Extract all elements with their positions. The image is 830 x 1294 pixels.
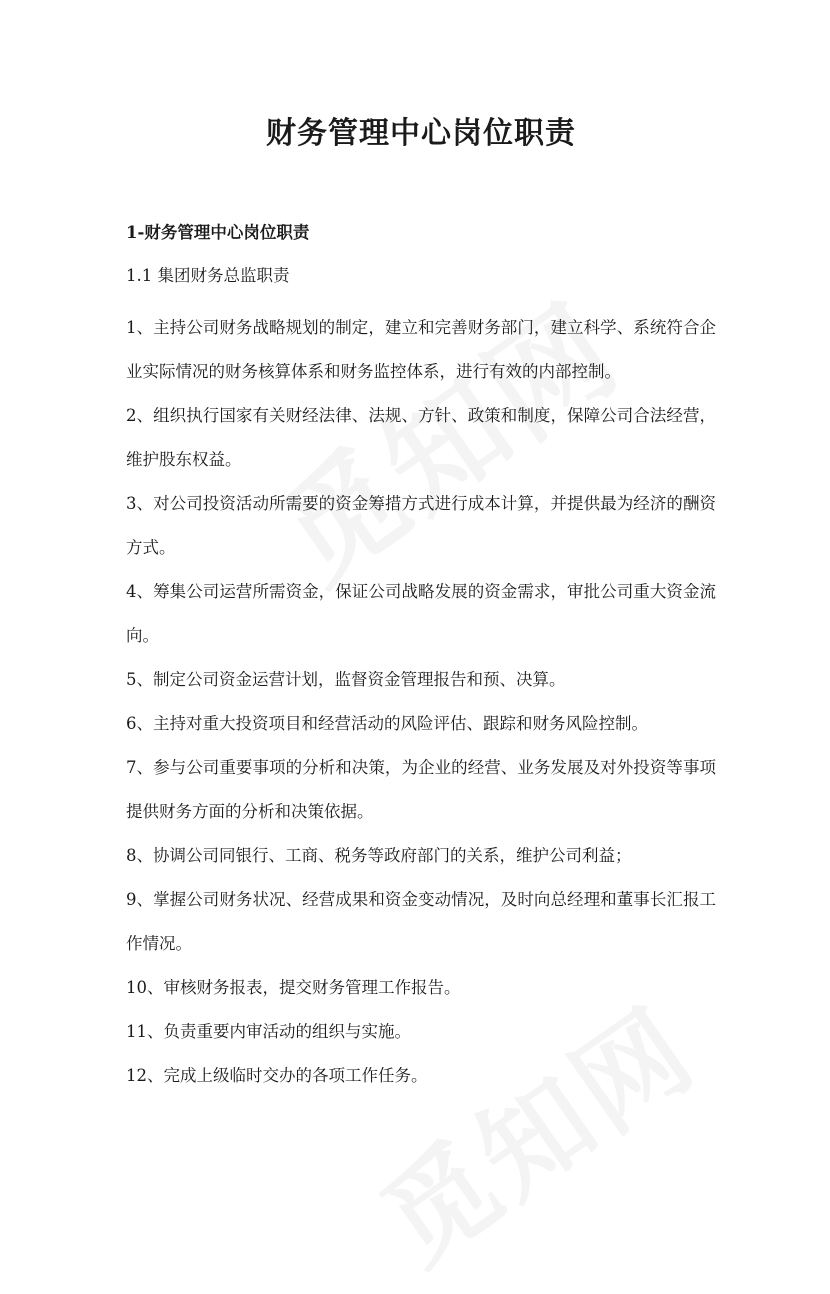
sub-heading: 1.1 集团财务总监职责: [126, 266, 290, 285]
duty-item-5: 5、制定公司资金运营计划，监督资金管理报告和预、决算。: [126, 670, 566, 689]
section-heading: 1-财务管理中心岗位职责: [126, 223, 310, 242]
duty-item-4: 4、筹集公司运营所需资金，保证公司战略发展的资金需求，审批公司重大资金流向。: [126, 582, 716, 645]
duty-item-11: 11、负责重要内审活动的组织与实施。: [126, 1022, 411, 1041]
duty-item-6: 6、主持对重大投资项目和经营活动的风险评估、跟踪和财务风险控制。: [126, 714, 648, 733]
document-title: 财务管理中心岗位职责: [266, 116, 576, 151]
duty-item-10: 10、审核财务报表，提交财务管理工作报告。: [126, 978, 461, 997]
duty-item-2: 2、组织执行国家有关财经法律、法规、方针、政策和制度，保障公司合法经营，维护股东权益。: [126, 406, 716, 469]
duty-item-12: 12、完成上级临时交办的各项工作任务。: [126, 1066, 428, 1085]
duty-item-9: 9、掌握公司财务状况、经营成果和资金变动情况，及时向总经理和董事长汇报工作情况。: [126, 890, 716, 953]
duty-item-7: 7、参与公司重要事项的分析和决策，为企业的经营、业务发展及对外投资等事项提供财务方面的分析和决策依据。: [126, 758, 716, 821]
duty-item-3: 3、对公司投资活动所需要的资金筹措方式进行成本计算，并提供最为经济的酬资方式。: [126, 494, 716, 557]
duty-list: [126, 306, 716, 1098]
duty-item-8: 8、协调公司同银行、工商、税务等政府部门的关系，维护公司利益；: [126, 846, 632, 865]
duty-item-1: 1、主持公司财务战略规划的制定，建立和完善财务部门，建立科学、系统符合企业实际情况的财务核算体系和财务监控体系，进行有效的内部控制。: [126, 318, 716, 381]
